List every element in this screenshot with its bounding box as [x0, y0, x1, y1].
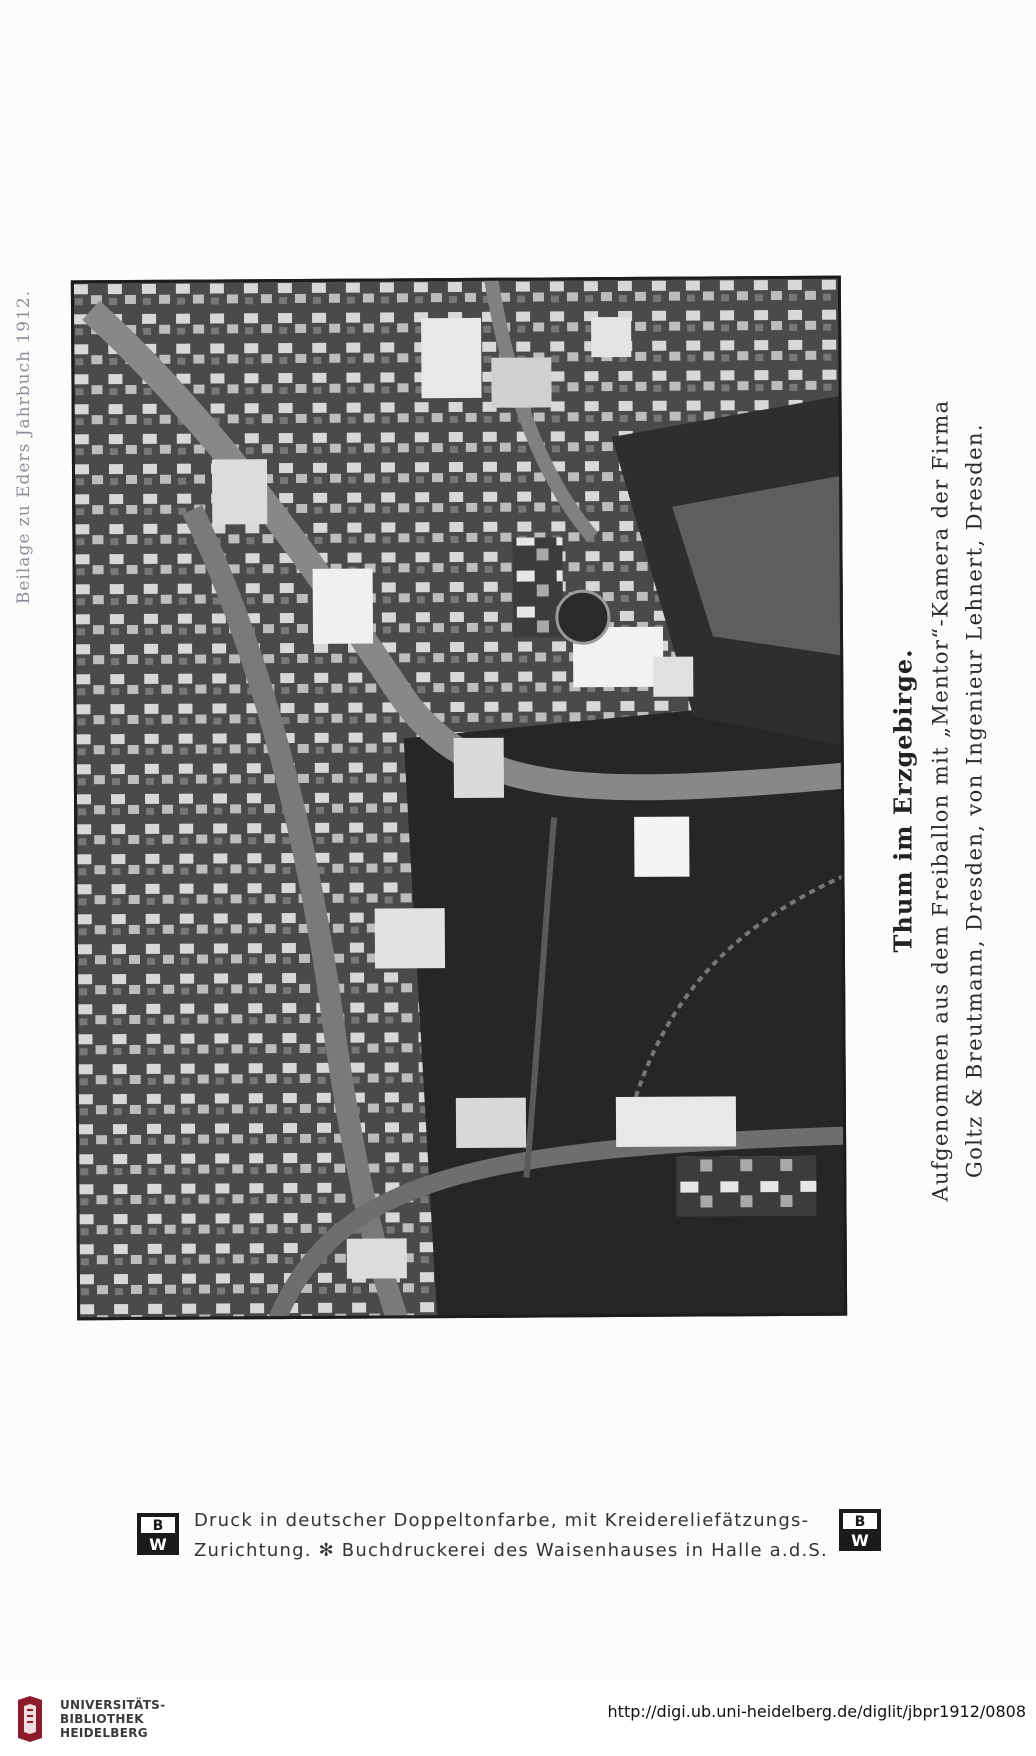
footer-bar	[0, 1680, 1036, 1756]
svg-text:B: B	[152, 1518, 164, 1534]
aerial-photo-icon	[71, 276, 847, 1321]
svg-text:W: W	[149, 1535, 167, 1554]
margin-note-text: Beilage zu Eders Jahrbuch 1912.	[14, 289, 35, 605]
svg-text:W: W	[851, 1531, 869, 1550]
library-name-line-3: HEIDELBERG	[60, 1726, 148, 1740]
bw-press-logo-icon	[838, 1508, 882, 1552]
caption-line-2: Goltz & Breutmann, Dresden, von Ingenieur Lehnert, Dresden.	[962, 422, 987, 1178]
printer-note-line-2: Zurichtung. ✻ Buchdruckerei des Waisenhauses in Halle a.d.S.	[194, 1540, 828, 1561]
aerial-photo	[71, 276, 847, 1321]
photo-caption	[880, 360, 1000, 1240]
library-name	[60, 1698, 165, 1740]
library-name-line-2: BIBLIOTHEK	[60, 1712, 144, 1726]
ub-heidelberg-logo-icon	[10, 1694, 50, 1744]
printer-note	[132, 1506, 892, 1566]
caption-line-1: Aufgenommen aus dem Freiballon mit „Mentor“-Kamera der Firma	[928, 398, 953, 1202]
library-name-line-1: UNIVERSITÄTS-	[60, 1698, 166, 1712]
printer-note-line-1: Druck in deutscher Doppeltonfarbe, mit Kreidereliefätzungs-	[194, 1510, 810, 1531]
bw-press-logo-icon	[136, 1512, 180, 1556]
margin-note	[8, 262, 40, 632]
permalink-url[interactable]: http://digi.ub.uni-heidelberg.de/diglit/jbpr1912/0808	[607, 1702, 1026, 1721]
caption-title: Thum im Erzgebirge.	[888, 648, 918, 952]
svg-text:B: B	[854, 1514, 866, 1530]
